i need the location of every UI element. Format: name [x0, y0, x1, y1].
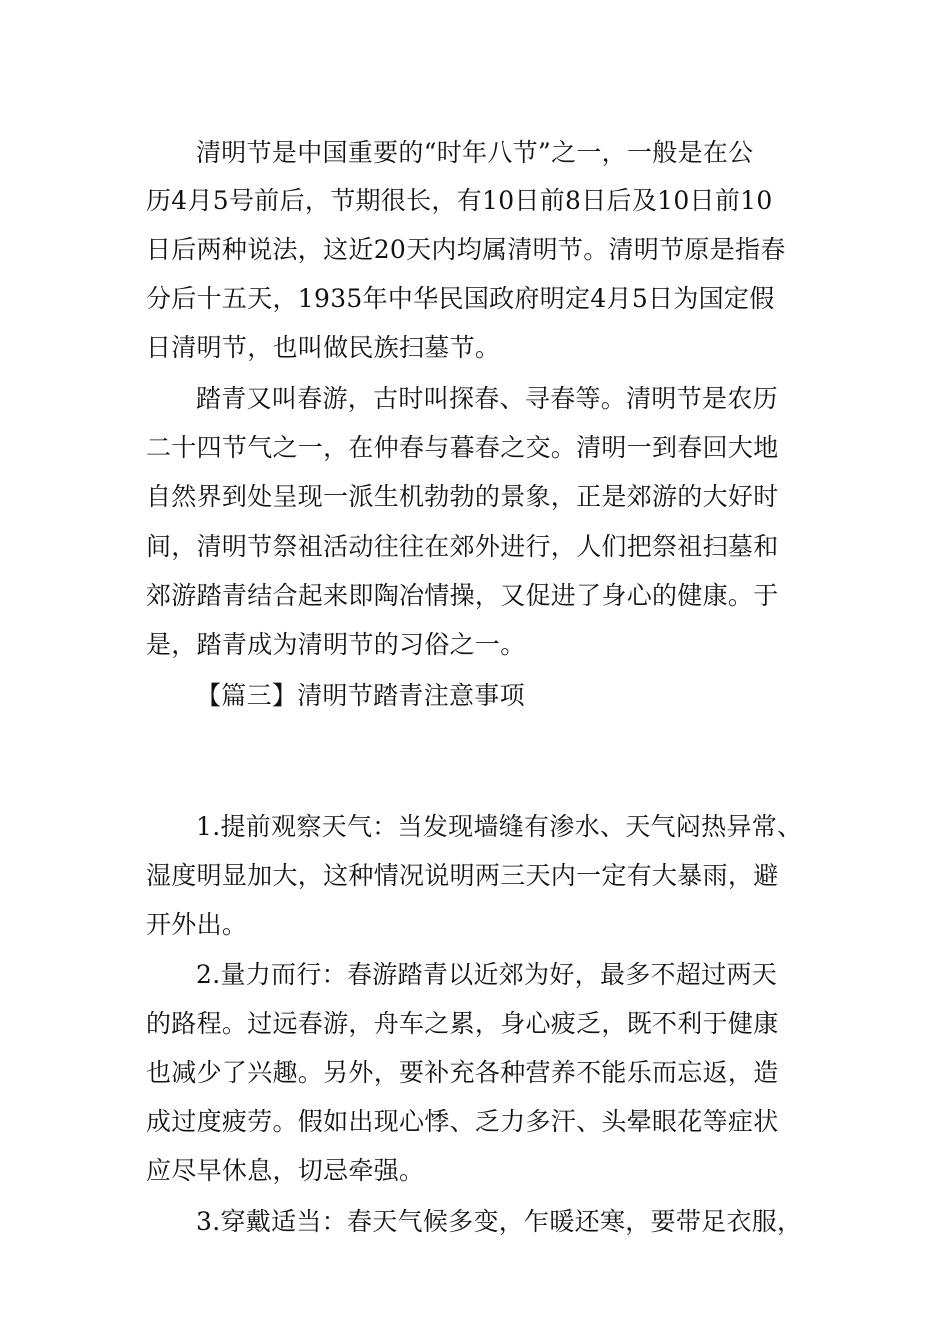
paragraph-2-line-4: 间，清明节祭祖活动往往在郊外进行，人们把祭祖扫墓和 — [146, 532, 779, 561]
paragraph-2-line-3: 自然界到处呈现一派生机勃勃的景象，正是郊游的大好时 — [146, 482, 779, 511]
paragraph-2-line-1: 踏青又叫春游，古时叫探春、寻春等。清明节是农历 — [196, 384, 778, 413]
item-3-line-1: 3.穿戴适当：春天气候多变，乍暖还寒，要带足衣服， — [196, 1207, 803, 1236]
item-2-line-1: 2.量力而行：春游踏青以近郊为好，最多不超过两天 — [196, 960, 778, 989]
paragraph-2-line-6: 是，踏青成为清明节的习俗之一。 — [146, 630, 526, 659]
paragraph-1-line-5: 日清明节，也叫做民族扫墓节。 — [146, 333, 501, 362]
item-1-line-3: 开外出。 — [146, 910, 248, 939]
section-heading: 【篇三】清明节踏青注意事项 — [196, 681, 525, 710]
paragraph-1-line-4: 分后十五天，1935年中华民国政府明定4月5日为国定假 — [146, 284, 775, 313]
item-2-line-3: 也减少了兴趣。另外，要补充各种营养不能乐而忘返，造 — [146, 1058, 779, 1087]
paragraph-2-line-2: 二十四节气之一，在仲春与暮春之交。清明一到春回大地 — [146, 433, 779, 462]
item-2-line-2: 的路程。过远春游，舟车之累，身心疲乏，既不利于健康 — [146, 1009, 779, 1038]
paragraph-1-line-2: 历4月5号前后，节期很长，有10日前8日后及10日前10 — [146, 186, 773, 215]
item-1-line-1: 1.提前观察天气：当发现墙缝有渗水、天气闷热异常、 — [196, 812, 803, 841]
item-2-line-4: 成过度疲劳。假如出现心悸、乏力多汗、头晕眼花等症状 — [146, 1107, 779, 1136]
item-1-line-2: 湿度明显加大，这种情况说明两三天内一定有大暴雨，避 — [146, 861, 779, 890]
item-2-line-5: 应尽早休息，切忌牵强。 — [146, 1156, 425, 1185]
paragraph-2-line-5: 郊游踏青结合起来即陶冶情操，又促进了身心的健康。于 — [146, 581, 779, 610]
paragraph-1-line-3: 日后两种说法，这近20天内均属清明节。清明节原是指春 — [146, 235, 786, 264]
paragraph-1-line-1: 清明节是中国重要的“时年八节”之一，一般是在公 — [196, 138, 754, 167]
